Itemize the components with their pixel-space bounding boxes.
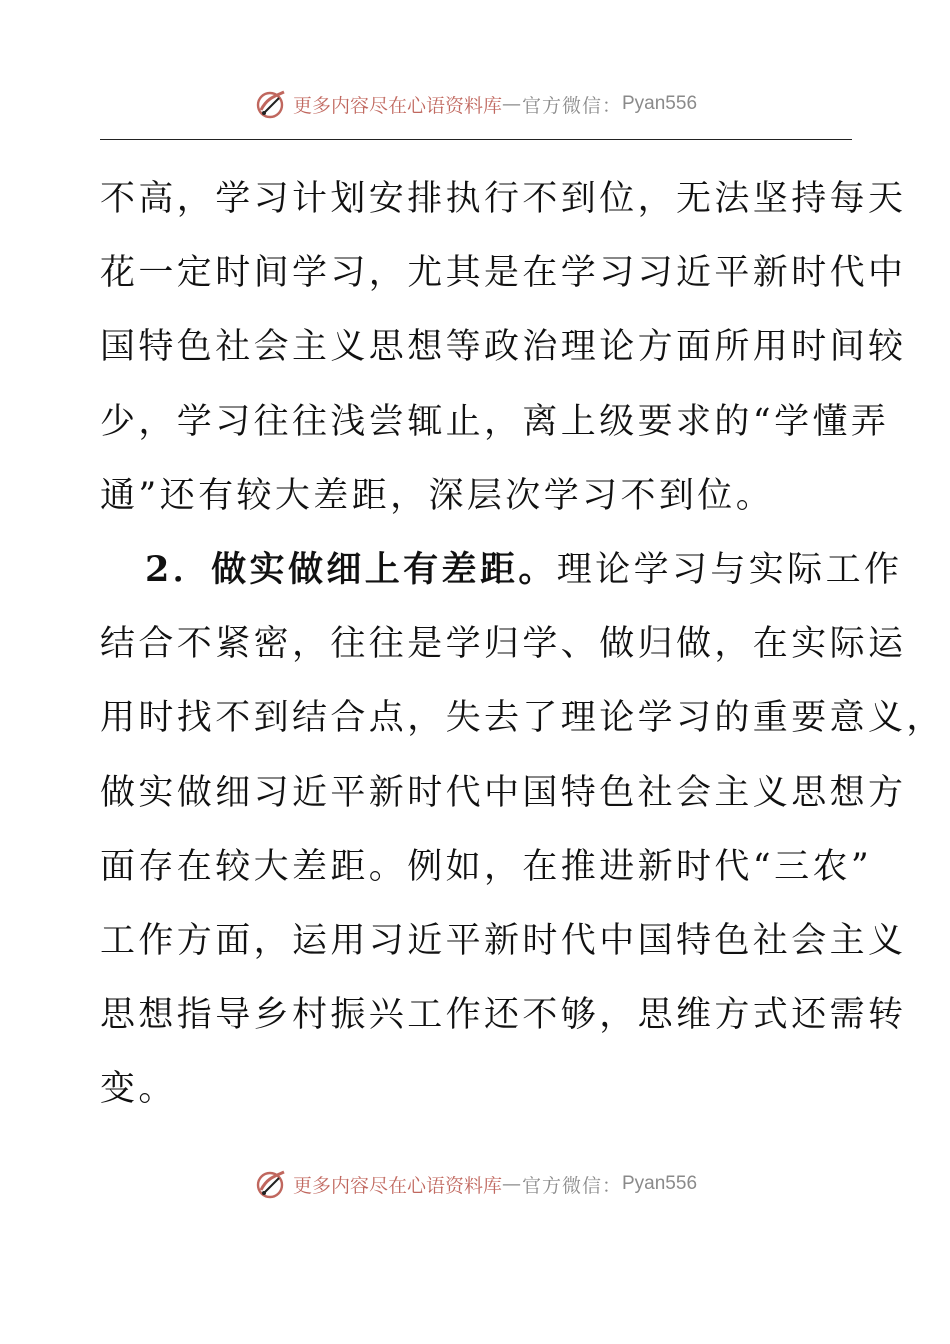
- body-line: 花一定时间学习，尤其是在学习习近平新时代中: [100, 253, 907, 294]
- document-body: [100, 162, 945, 1126]
- body-line: 做实做细习近平新时代中国特色社会主义思想方: [100, 772, 907, 813]
- banner-wechat-id: Pyan556: [622, 1173, 698, 1194]
- banner-main-text: 更多内容尽在心语资料库: [292, 1174, 502, 1197]
- body-line: 用时找不到结合点，失去了理论学习的重要意义，: [100, 698, 945, 739]
- body-line: 工作方面，运用习近平新时代中国特色社会主义: [100, 920, 907, 961]
- body-line: 变。: [100, 1069, 177, 1110]
- banner-label: 官方微信：: [521, 94, 622, 117]
- banner-wechat-id: Pyan556: [622, 93, 698, 114]
- body-line: 思想指导乡村振兴工作还不够，思维方式还需转: [100, 995, 907, 1036]
- body-line: 面存在较大差距。例如，在推进新时代“三农”: [100, 846, 873, 887]
- point-2-first-text: 理论学习与实际工作: [556, 549, 903, 590]
- page-footer-banner: [0, 1166, 950, 1202]
- brush-swirl-logo-icon: [253, 1166, 289, 1202]
- body-line: 结合不紧密，往往是学归学、做归做，在实际运: [100, 624, 907, 665]
- body-line: 通”还有较大差距，深层次学习不到位。: [100, 475, 775, 516]
- banner-main-text: 更多内容尽在心语资料库: [292, 94, 502, 117]
- page-header-banner: [0, 86, 950, 122]
- point-2-heading: 2．做实做细上有差距。: [145, 548, 557, 590]
- banner-dash: —: [501, 93, 522, 115]
- body-line: 国特色社会主义思想等政治理论方面所用时间较: [100, 327, 907, 368]
- body-line: 不高，学习计划安排执行不到位，无法坚持每天: [100, 179, 907, 219]
- point-2-paragraph-start: [100, 533, 903, 607]
- header-divider: [100, 139, 852, 140]
- brush-swirl-logo-icon: [253, 86, 289, 122]
- banner-dash: —: [501, 1173, 522, 1195]
- banner-label: 官方微信：: [521, 1174, 622, 1197]
- body-line: 少，学习往往浅尝辄止，离上级要求的“学懂弄: [100, 401, 890, 442]
